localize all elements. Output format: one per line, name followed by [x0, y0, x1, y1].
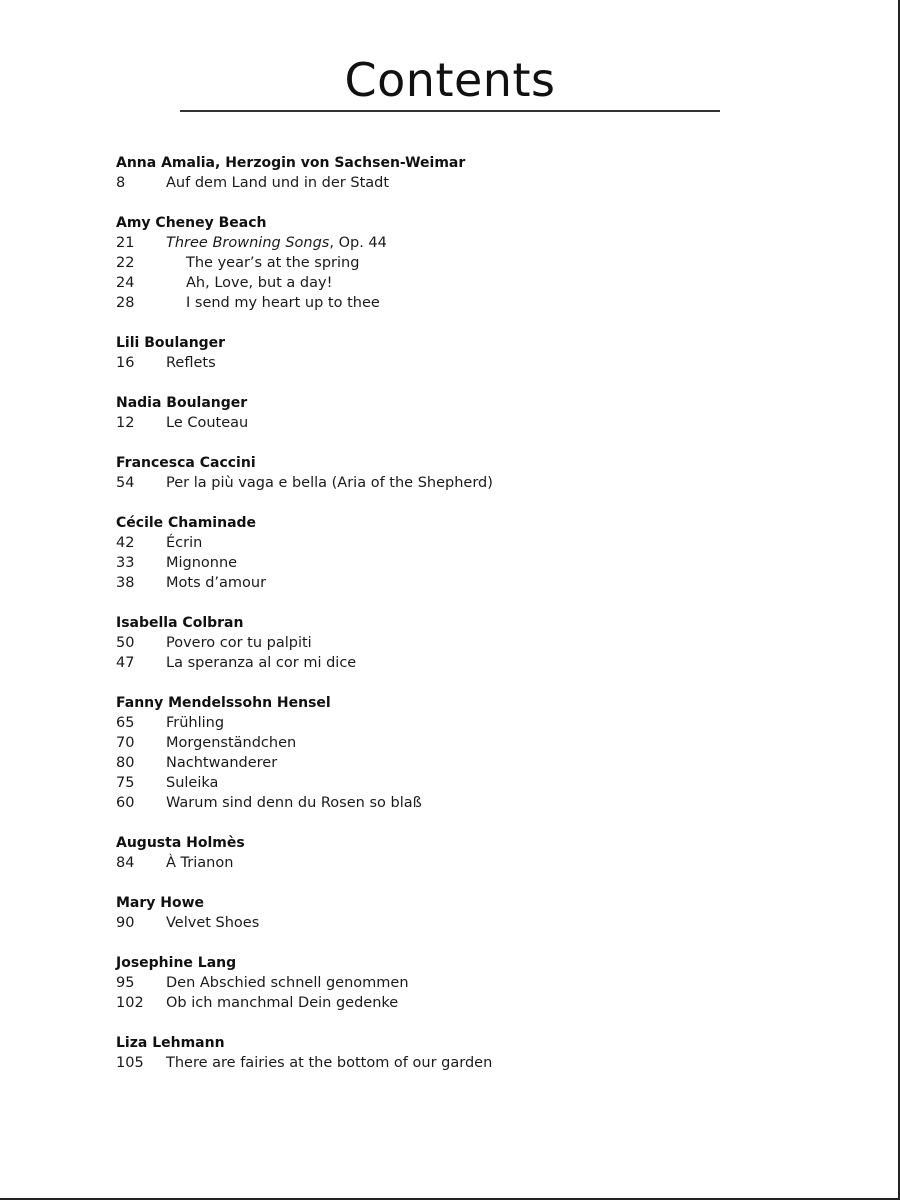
page-number: 28 — [116, 295, 135, 311]
song-title-text: There are fairies at the bottom of our garden — [166, 1055, 493, 1071]
toc-entry[interactable] — [116, 653, 816, 673]
composer-section — [116, 693, 816, 813]
song-title — [166, 633, 312, 653]
page-number: 65 — [116, 715, 135, 731]
toc-entry[interactable] — [116, 773, 816, 793]
song-title — [166, 533, 202, 553]
page-number: 16 — [116, 355, 135, 371]
composer-section — [116, 953, 816, 1013]
composer-name: Cécile Chaminade — [116, 515, 257, 531]
song-title — [166, 653, 356, 673]
composer-section — [116, 453, 816, 493]
toc-entry[interactable] — [116, 413, 816, 433]
toc-entry[interactable] — [116, 533, 816, 553]
song-title — [166, 853, 233, 873]
composer-name: Lili Boulanger — [116, 335, 226, 351]
song-title — [186, 273, 332, 293]
song-title-text: Nachtwanderer — [166, 755, 278, 771]
composer-section — [116, 153, 816, 193]
song-title-text: Auf dem Land und in der Stadt — [166, 175, 390, 191]
page-number: 70 — [116, 735, 135, 751]
toc-entry[interactable] — [116, 573, 816, 593]
toc-entry[interactable] — [116, 733, 816, 753]
page-number: 60 — [116, 795, 135, 811]
song-title-text: Per la più vaga e bella (Aria of the Shepherd) — [166, 475, 493, 491]
song-title — [166, 413, 248, 433]
composer-name: Francesca Caccini — [116, 455, 256, 471]
toc-entry[interactable] — [116, 713, 816, 733]
composer-section — [116, 333, 816, 373]
page-number: 8 — [116, 175, 126, 191]
toc-entry[interactable] — [116, 173, 816, 193]
page-number: 95 — [116, 975, 135, 991]
song-title — [166, 553, 237, 573]
composer-section — [116, 893, 816, 933]
song-title-text: I send my heart up to thee — [186, 295, 380, 311]
page-number: 50 — [116, 635, 135, 651]
page-number: 54 — [116, 475, 135, 491]
composer-name: Anna Amalia, Herzogin von Sachsen-Weimar — [116, 155, 466, 171]
toc-entry[interactable] — [116, 973, 816, 993]
song-title-text: Ah, Love, but a day! — [186, 275, 333, 291]
toc-entry[interactable] — [116, 553, 816, 573]
song-title — [166, 713, 224, 733]
song-title-text: La speranza al cor mi dice — [166, 655, 357, 671]
song-title-text: Mignonne — [166, 555, 238, 571]
composer-name: Nadia Boulanger — [116, 395, 248, 411]
page-number: 42 — [116, 535, 135, 551]
page-number: 75 — [116, 775, 135, 791]
song-title-text: Frühling — [166, 715, 225, 731]
song-title — [186, 293, 380, 313]
page-number: 105 — [116, 1055, 144, 1071]
composer-name: Mary Howe — [116, 895, 205, 911]
page-number: 24 — [116, 275, 135, 291]
song-title — [166, 573, 266, 593]
song-title — [166, 773, 218, 793]
toc-entry[interactable] — [116, 293, 816, 313]
song-title-text: À Trianon — [166, 855, 234, 871]
page-number: 90 — [116, 915, 135, 931]
song-title — [186, 253, 359, 273]
toc-entry[interactable] — [116, 233, 816, 253]
toc-entry[interactable] — [116, 353, 816, 373]
page-number: 84 — [116, 855, 135, 871]
composer-section — [116, 513, 816, 593]
song-title-text: Morgenständchen — [166, 735, 297, 751]
composer-section — [116, 613, 816, 673]
composer-section — [116, 213, 816, 313]
toc-entry[interactable] — [116, 1053, 816, 1073]
page-number: 102 — [116, 995, 144, 1011]
page-number: 80 — [116, 755, 135, 771]
composer-name: Isabella Colbran — [116, 615, 244, 631]
song-collection-title: Three Browning Songs — [166, 235, 330, 251]
composer-name: Fanny Mendelssohn Hensel — [116, 695, 331, 711]
composer-name: Josephine Lang — [116, 955, 237, 971]
title-divider — [180, 110, 720, 112]
song-title-text: Le Couteau — [166, 415, 249, 431]
song-title — [166, 473, 493, 493]
toc-entry[interactable] — [116, 753, 816, 773]
toc-entry[interactable] — [116, 993, 816, 1013]
composer-section — [116, 1033, 816, 1073]
toc-entry[interactable] — [116, 913, 816, 933]
song-title-text: Den Abschied schnell genommen — [166, 975, 409, 991]
composer-name: Augusta Holmès — [116, 835, 245, 851]
song-title — [166, 753, 277, 773]
song-title-text: Mots d’amour — [166, 575, 267, 591]
toc-entry[interactable] — [116, 633, 816, 653]
toc-entry[interactable] — [116, 253, 816, 273]
page-number: 47 — [116, 655, 135, 671]
page-number: 38 — [116, 575, 135, 591]
page-number: 33 — [116, 555, 135, 571]
song-title-text: Suleika — [166, 775, 219, 791]
page-title: Contents — [344, 53, 556, 107]
song-title-text: , Op. 44 — [329, 235, 387, 251]
song-title — [166, 233, 387, 253]
page-number: 21 — [116, 235, 135, 251]
toc-entry[interactable] — [116, 793, 816, 813]
song-title — [166, 733, 296, 753]
song-title-text: Velvet Shoes — [166, 915, 260, 931]
toc-entry[interactable] — [116, 273, 816, 293]
song-title — [166, 173, 389, 193]
song-title — [166, 973, 409, 993]
toc-entry[interactable] — [116, 473, 816, 493]
song-title-text: Warum sind denn du Rosen so blaß — [166, 795, 422, 811]
toc-entry[interactable] — [116, 853, 816, 873]
table-of-contents — [116, 153, 816, 1093]
song-title-text: Reflets — [166, 355, 216, 371]
song-title-text: Povero cor tu palpiti — [166, 635, 312, 651]
song-title — [166, 993, 398, 1013]
page-number: 22 — [116, 255, 135, 271]
song-title — [166, 913, 259, 933]
composer-name: Liza Lehmann — [116, 1035, 225, 1051]
song-title — [166, 793, 422, 813]
song-title-text: Ob ich manchmal Dein gedenke — [166, 995, 399, 1011]
song-title — [166, 1053, 492, 1073]
composer-section — [116, 393, 816, 433]
song-title-text: Écrin — [166, 535, 203, 551]
composer-name: Amy Cheney Beach — [116, 215, 267, 231]
song-title-text: The year’s at the spring — [186, 255, 360, 271]
page-number: 12 — [116, 415, 135, 431]
song-title — [166, 353, 216, 373]
composer-section — [116, 833, 816, 873]
